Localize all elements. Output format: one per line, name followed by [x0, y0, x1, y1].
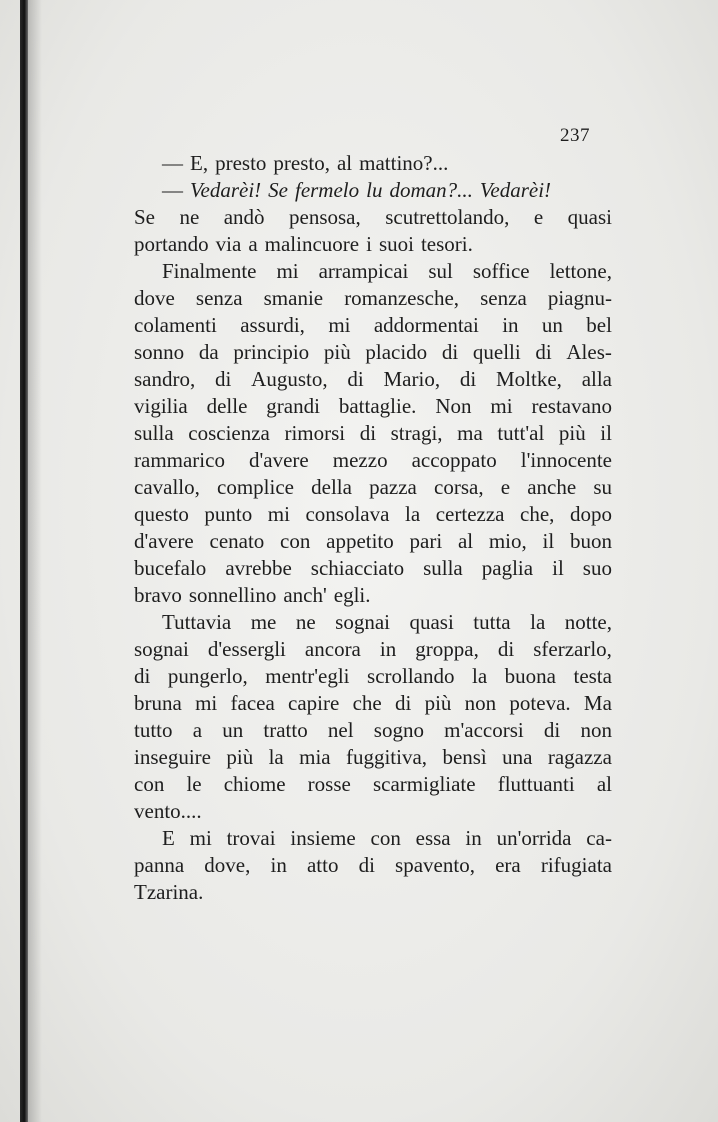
text-line: rammarico d'avere mezzo accoppato l'innocente [134, 448, 612, 472]
text-line: bucefalo avrebbe schiacciato sulla paglia il suo [134, 556, 612, 580]
text-line: Finalmente mi arrampicai sul soffice lettone, [162, 259, 612, 283]
text-line: vento.... [134, 799, 202, 823]
body-text [134, 150, 612, 906]
text-line: panna dove, in atto di spavento, era rifugiata [134, 853, 612, 877]
text-line: Tuttavia me ne sognai quasi tutta la notte, [162, 610, 612, 634]
book-spine [20, 0, 28, 1122]
text-line: sulla coscienza rimorsi di stragi, ma tutt'al più il [134, 421, 612, 445]
text-line: sonno da principio più placido di quelli di Ales- [134, 340, 612, 364]
text-line: vigilia delle grandi battaglie. Non mi restavano [134, 394, 612, 418]
text-line: sandro, di Augusto, di Mario, di Moltke, alla [134, 367, 612, 391]
text-line: bravo sonnellino anch' egli. [134, 583, 371, 607]
text-line: di pungerlo, mentr'egli scrollando la buona testa [134, 664, 612, 688]
text-line: portando via a malincuore i suoi tesori. [134, 232, 473, 256]
text-line: dove senza smanie romanzesche, senza piagnu- [134, 286, 612, 310]
text-line: Se ne andò pensosa, scutrettolando, e quasi [134, 205, 612, 229]
text-line: inseguire più la mia fuggitiva, bensì una ragazza [134, 745, 612, 769]
text-line: Tzarina. [134, 880, 204, 904]
text-line: — E, presto presto, al mattino?... [162, 151, 449, 175]
text-line: cavallo, complice della pazza corsa, e anche su [134, 475, 612, 499]
text-line: con le chiome rosse scarmigliate fluttuanti al [134, 772, 612, 796]
text-line: d'avere cenato con appetito pari al mio, il buon [134, 529, 612, 553]
text-line: bruna mi facea capire che di più non poteva. Ma [134, 691, 612, 715]
page-number: 237 [560, 125, 590, 146]
text-line: tutto a un tratto nel sogno m'accorsi di non [134, 718, 612, 742]
text-line: colamenti assurdi, mi addormentai in un bel [134, 313, 612, 337]
text-line: — Vedarèi! Se fermelo lu doman?... Vedarèi! [162, 178, 552, 202]
text-line: E mi trovai insieme con essa in un'orrida ca- [162, 826, 612, 850]
text-line: sognai d'essergli ancora in groppa, di sferzarlo, [134, 637, 612, 661]
spine-shadow [28, 0, 42, 1122]
text-line: questo punto mi consolava la certezza che, dopo [134, 502, 612, 526]
